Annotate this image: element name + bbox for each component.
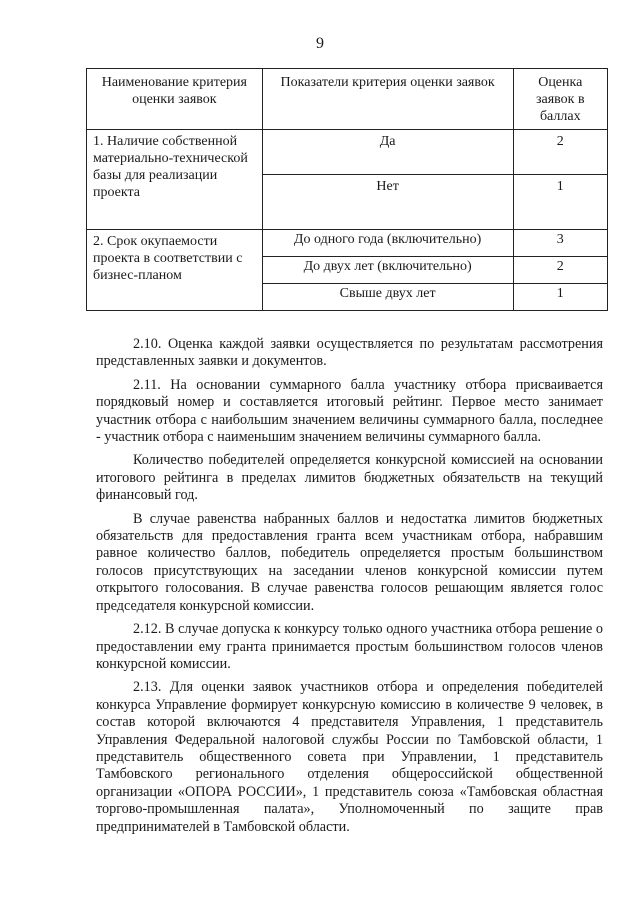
paragraph-tie-rule: В случае равенства набранных баллов и недостатка лимитов бюджетных обязательств для предоставления гранта всем участникам отбора, набравшим равное количество баллов, победитель определяется простым большинством голосов присутствующих на заседании членов конкурсной комиссии путем открытого голосования. В случае равенства голосов решающим является голос председателя конкурсной комиссии. xyxy=(96,510,603,614)
indicator-score: 3 xyxy=(513,230,607,257)
header-criterion-indicators: Показатели критерия оценки заявок xyxy=(262,69,513,130)
indicator-label: Свыше двух лет xyxy=(262,284,513,311)
paragraph-winners-count: Количество победителей определяется конкурсной комиссией на основании итогового рейтинга в пределах лимитов бюджетных обязательств на текущий финансовый год. xyxy=(96,452,603,504)
criterion-name: 2. Срок окупаемости проекта в соответствии с бизнес-планом xyxy=(87,230,263,311)
paragraph-2-12: 2.12. В случае допуска к конкурсу только одного участника отбора решение о предоставлении ему гранта принимается простым большинством голосов членов конкурсной комиссии. xyxy=(96,621,603,672)
indicator-score: 1 xyxy=(513,284,607,311)
paragraph-2-11: 2.11. На основании суммарного балла участнику отбора присваивается порядковый номер и составляется итоговый рейтинг. Первое место занимает участник отбора с наибольшим значением величины суммарного балла, последнее - участник отбора с наименьшим значением величины суммарного балла. xyxy=(96,376,603,446)
table-row xyxy=(87,230,608,257)
criterion-name: 1. Наличие собственной материально-технической базы для реализации проекта xyxy=(87,130,263,230)
body-text xyxy=(96,336,603,836)
indicator-score: 2 xyxy=(513,257,607,284)
paragraph-2-10: 2.10. Оценка каждой заявки осуществляется по результатам рассмотрения представленных заявки и документов. xyxy=(96,336,603,370)
indicator-label: Нет xyxy=(262,175,513,230)
indicator-label: До двух лет (включительно) xyxy=(262,257,513,284)
criteria-table xyxy=(86,68,608,311)
indicator-score: 2 xyxy=(513,130,607,175)
indicator-score: 1 xyxy=(513,175,607,230)
paragraph-2-13: 2.13. Для оценки заявок участников отбора и определения победителей конкурса Управление формирует конкурсную комиссию в количестве 9 человек, в состав которой включаются 4 представителя Управления, 1 представитель Управления Федеральной налоговой службы России по Тамбовской области, 1 представитель общественного совета при Управлении, 1 представитель Тамбовского регионального отделения общероссийской общественной организации «ОПОРА РОССИИ», 1 представитель союза «Тамбовская областная торгово-промышленная палата», Уполномоченный по защите прав предпринимателей в Тамбовской области. xyxy=(96,679,603,835)
indicator-label: До одного года (включительно) xyxy=(262,230,513,257)
table-header-row xyxy=(87,69,608,130)
header-score: Оценка заявок в баллах xyxy=(513,69,607,130)
header-criterion-name: Наименование критерия оценки заявок xyxy=(87,69,263,130)
indicator-label: Да xyxy=(262,130,513,175)
table-row xyxy=(87,130,608,175)
page-number: 9 xyxy=(316,35,324,52)
